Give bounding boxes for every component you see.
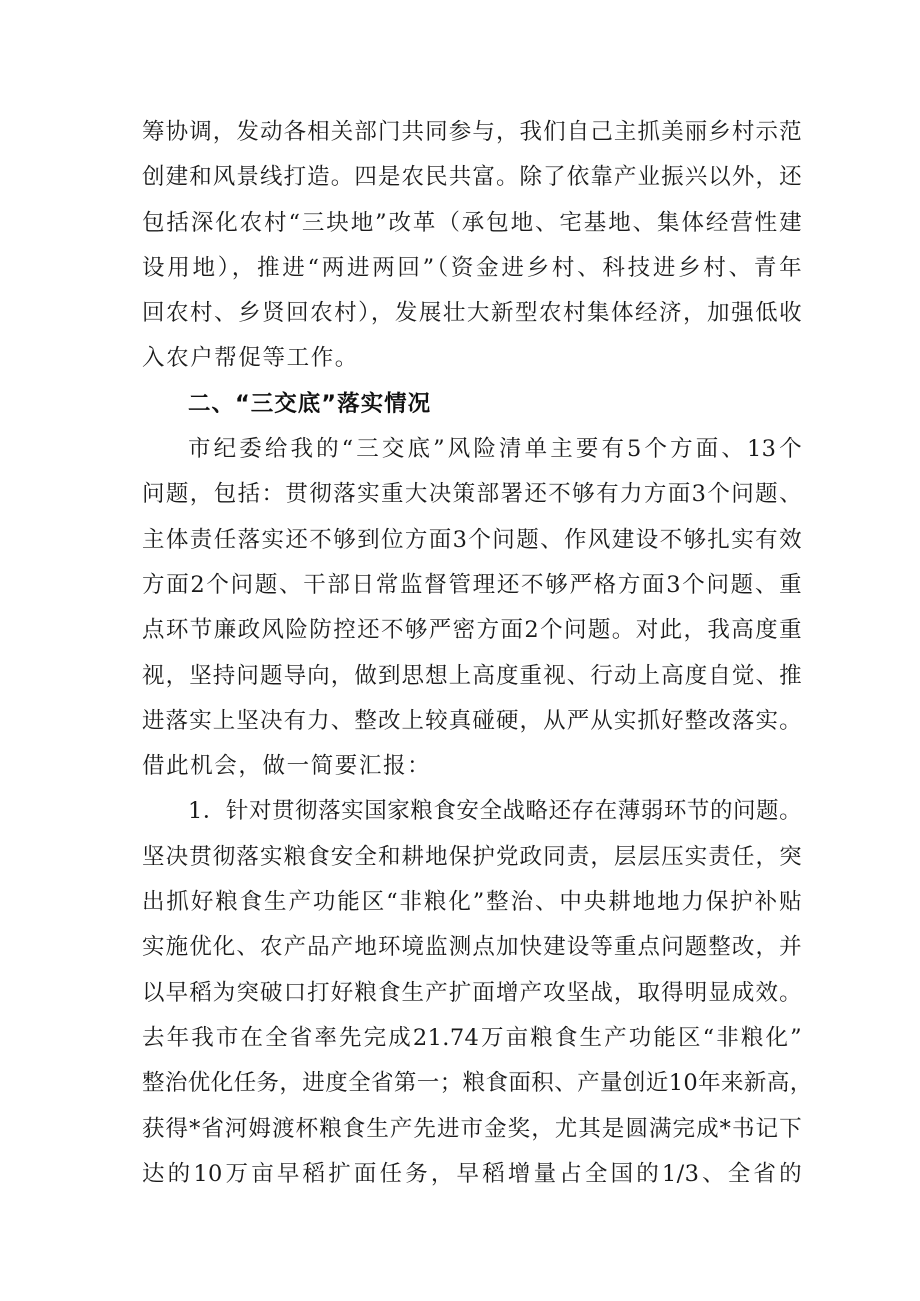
- paragraph-2-line-7: 进落实上坚决有力、整改上较真碰硬，从严从实抓好整改落实。: [142, 707, 802, 734]
- paragraph-2-line-6: 视，坚持问题导向，做到思想上高度重视、行动上高度自觉、推: [142, 662, 802, 689]
- paragraph-2-line-1: 市纪委给我的“三交底”风险清单主要有5个方面、13个: [188, 436, 802, 463]
- paragraph-1-line-2: 创建和风景线打造。四是农民共富。除了依靠产业振兴以外，还: [142, 164, 802, 191]
- paragraph-1-line-1: 筹协调，发动各相关部门共同参与，我们自己主抓美丽乡村示范: [142, 119, 802, 145]
- paragraph-3-line-9: 达的10万亩早稻扩面任务，早稻增量占全国的1/3、全省的: [142, 1160, 802, 1187]
- paragraph-3-line-7: 整治优化任务，进度全省第一；粮食面积、产量创近10年来新高，: [142, 1070, 813, 1097]
- paragraph-3-line-1: 1．针对贯彻落实国家粮食安全战略还存在薄弱环节的问题。: [188, 798, 802, 825]
- paragraph-1-line-6: 入农户帮促等工作。: [142, 345, 359, 372]
- paragraph-3-line-6: 去年我市在全省率先完成21.74万亩粮食生产功能区“非粮化”: [142, 1024, 802, 1051]
- paragraph-1-line-4: 设用地），推进“两进两回”（资金进乡村、科技进乡村、青年: [142, 254, 802, 281]
- paragraph-1-line-3: 包括深化农村“三块地”改革（承包地、宅基地、集体经营性建: [142, 209, 802, 236]
- section-heading: 二、“三交底”落实情况: [188, 390, 432, 417]
- paragraph-3-line-4: 实施优化、农产品产地环境监测点加快建设等重点问题整改，并: [142, 934, 802, 961]
- paragraph-3-line-2: 坚决贯彻落实粮食安全和耕地保护党政同责，层层压实责任，突: [142, 843, 802, 870]
- paragraph-2-line-2: 问题，包括：贯彻落实重大决策部署还不够有力方面3个问题、: [142, 481, 802, 508]
- document-body: [142, 110, 813, 1197]
- paragraph-2-line-3: 主体责任落实还不够到位方面3个问题、作风建设不够扎实有效: [142, 526, 802, 553]
- paragraph-2-line-5: 点环节廉政风险防控还不够严密方面2个问题。对此，我高度重: [142, 617, 802, 644]
- paragraph-2-line-8: 借此机会，做一简要汇报：: [142, 753, 432, 780]
- paragraph-1-line-5: 回农村、乡贤回农村），发展壮大新型农村集体经济，加强低收: [142, 300, 802, 327]
- paragraph-3-line-5: 以早稻为突破口打好粮食生产扩面增产攻坚战，取得明显成效。: [142, 979, 802, 1006]
- paragraph-3-line-3: 出抓好粮食生产功能区“非粮化”整治、中央耕地地力保护补贴: [142, 889, 802, 916]
- paragraph-2-line-4: 方面2个问题、干部日常监督管理还不够严格方面3个问题、重: [142, 571, 802, 598]
- paragraph-3-line-8: 获得*省河姆渡杯粮食生产先进市金奖，尤其是圆满完成*书记下: [142, 1115, 802, 1142]
